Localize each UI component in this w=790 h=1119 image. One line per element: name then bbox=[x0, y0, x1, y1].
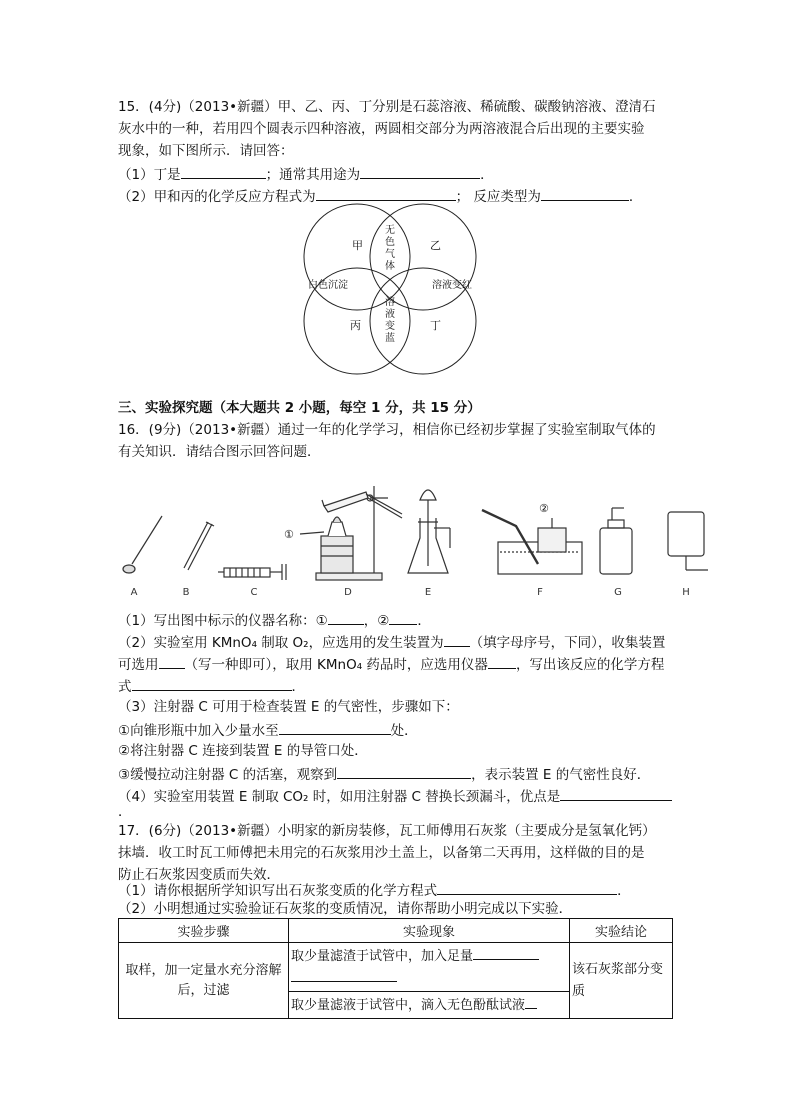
answer-blank[interactable] bbox=[360, 164, 480, 179]
bottom-char: 变 bbox=[385, 321, 395, 332]
q16-s3: （3）注射器 C 可用于检查装置 E 的气密性，步骤如下： bbox=[118, 699, 459, 715]
top-char: 体 bbox=[385, 261, 395, 272]
label-jia: 甲 bbox=[352, 239, 363, 252]
answer-blank[interactable] bbox=[337, 764, 471, 779]
cell-phenomenon-1: 取少量滤渣于试管中，加入足量 bbox=[289, 943, 570, 992]
answer-blank[interactable] bbox=[437, 880, 617, 895]
q15-sub2: （2）甲和丙的化学反应方程式为 ； 反应类型为 ． bbox=[118, 186, 642, 206]
q16-step3: ③缓慢拉动注射器 C 的活塞，观察到 ，表示装置 E 的气密性良好． bbox=[118, 764, 650, 784]
table-row bbox=[119, 943, 673, 992]
q15-line1: 15．(4分)（2013•新疆）甲、乙、丙、丁分别是石蕊溶液、稀硫酸、碳酸钠溶液、澄清石 bbox=[118, 99, 656, 115]
cell-phenomenon-2: 取少量滤液于试管中，滴入无色酚酞试液 bbox=[289, 992, 570, 1019]
top-char: 无 bbox=[385, 225, 395, 236]
q16-step2: ②将注射器 C 连接到装置 E 的导管口处． bbox=[118, 743, 368, 759]
label-f: F bbox=[537, 587, 543, 598]
top-char: 气 bbox=[385, 249, 395, 260]
mark-circle-1: ① bbox=[284, 528, 294, 541]
cell-conclusion: 该石灰浆部分变质 bbox=[570, 943, 673, 1019]
label-g: G bbox=[614, 587, 622, 598]
answer-blank[interactable] bbox=[389, 610, 417, 625]
label-a: A bbox=[130, 587, 138, 598]
left-intersection-label: 白色沉淀 bbox=[308, 280, 348, 291]
q17-s1: （1）请你根据所学知识写出石灰浆变质的化学方程式 ． bbox=[118, 880, 631, 900]
apparatus-g-bottle bbox=[600, 508, 632, 574]
label-d: D bbox=[344, 587, 352, 598]
apparatus-a-spoon bbox=[123, 516, 162, 573]
header-step: 实验步骤 bbox=[119, 919, 289, 943]
q16-line1: 16．(9分)（2013•新疆）通过一年的化学学习，相信你已经初步掌握了实验室制取气体的 bbox=[118, 422, 656, 438]
q16-s2-end: 式 ． bbox=[118, 676, 305, 696]
label-b: B bbox=[182, 587, 190, 598]
q17-line1: 17．(6分)（2013•新疆）小明家的新房装修，瓦工师傅用石灰浆（主要成分是氢氧化钙） bbox=[118, 823, 656, 839]
answer-blank[interactable] bbox=[488, 654, 516, 669]
apparatus-b-tweezers bbox=[184, 522, 214, 570]
q15-line2: 灰水中的一种，若用四个圆表示四种溶液，两圆相交部分为两溶液混合后出现的主要实验 bbox=[118, 121, 645, 137]
q17-line3: 防止石灰浆因变质而失效． bbox=[118, 867, 280, 883]
table-header-row bbox=[119, 919, 673, 943]
bottom-char: 溶 bbox=[385, 297, 395, 308]
bottom-char: 蓝 bbox=[385, 333, 395, 344]
apparatus-f-trough bbox=[482, 510, 582, 574]
answer-blank[interactable] bbox=[181, 164, 266, 179]
answer-blank[interactable] bbox=[291, 967, 397, 982]
apparatus-e-flask bbox=[408, 490, 450, 573]
answer-blank[interactable] bbox=[473, 945, 539, 960]
label-ding: 丁 bbox=[430, 319, 441, 332]
label-e: E bbox=[424, 587, 432, 598]
q17-s2: （2）小明想通过实验验证石灰浆的变质情况，请你帮助小明完成以下实验． bbox=[118, 901, 573, 917]
right-intersection-label: 溶液变红 bbox=[432, 280, 472, 291]
top-char: 色 bbox=[385, 237, 395, 248]
answer-blank[interactable] bbox=[159, 654, 185, 669]
q16-s4: （4）实验室用装置 E 制取 CO₂ 时，如用注射器 C 替换长颈漏斗，优点是 bbox=[118, 786, 672, 806]
header-phenomenon: 实验现象 bbox=[289, 919, 570, 943]
venn-diagram bbox=[300, 203, 480, 375]
apparatus-d-heating bbox=[300, 486, 402, 580]
mark-circle-2: ② bbox=[539, 502, 549, 515]
answer-blank[interactable] bbox=[132, 676, 292, 691]
q16-s2: （2）实验室用 KMnO₄ 制取 O₂，应选用的发生装置为 （填字母序号，下同），收集装置 bbox=[118, 632, 665, 652]
apparatus-h-bottle bbox=[668, 512, 708, 570]
cell-step: 取样，加一定量水充分溶解后，过滤 bbox=[119, 943, 289, 1019]
answer-blank[interactable] bbox=[279, 720, 391, 735]
q15-sub1: （1）丁是 ；通常其用途为 ． bbox=[118, 164, 494, 184]
answer-blank[interactable] bbox=[541, 186, 629, 201]
answer-blank[interactable] bbox=[328, 610, 364, 625]
apparatus-figure bbox=[118, 478, 718, 600]
answer-blank[interactable] bbox=[560, 786, 672, 801]
header-conclusion: 实验结论 bbox=[570, 919, 673, 943]
q16-line2: 有关知识．请结合图示回答问题． bbox=[118, 444, 321, 460]
label-c: C bbox=[250, 587, 258, 598]
label-yi: 乙 bbox=[430, 239, 441, 252]
experiment-table bbox=[118, 918, 673, 1019]
q16-step1: ①向锥形瓶中加入少量水至 处． bbox=[118, 720, 418, 740]
q15-line3: 现象，如下图所示．请回答： bbox=[118, 143, 294, 159]
q16-s1: （1）写出图中标示的仪器名称：① ，② ． bbox=[118, 610, 431, 630]
answer-blank[interactable] bbox=[525, 994, 537, 1009]
q17-line2: 抹墙．收工时瓦工师傅把未用完的石灰浆用沙土盖上，以备第二天再用，这样做的目的是 bbox=[118, 845, 645, 861]
bottom-char: 液 bbox=[385, 309, 395, 320]
answer-blank[interactable] bbox=[316, 186, 456, 201]
apparatus-c-syringe bbox=[218, 564, 286, 580]
label-bing: 丙 bbox=[350, 319, 361, 332]
section-title: 三、实验探究题（本大题共 2 小题，每空 1 分，共 15 分） bbox=[118, 400, 481, 416]
label-h: H bbox=[682, 587, 690, 598]
answer-blank[interactable] bbox=[444, 632, 470, 647]
q16-s2-cont: 可选用 （写一种即可），取用 KMnO₄ 药品时，应选用仪器 ，写出该反应的化学方程 bbox=[118, 654, 664, 674]
q16-s4-dot: ． bbox=[118, 804, 132, 820]
